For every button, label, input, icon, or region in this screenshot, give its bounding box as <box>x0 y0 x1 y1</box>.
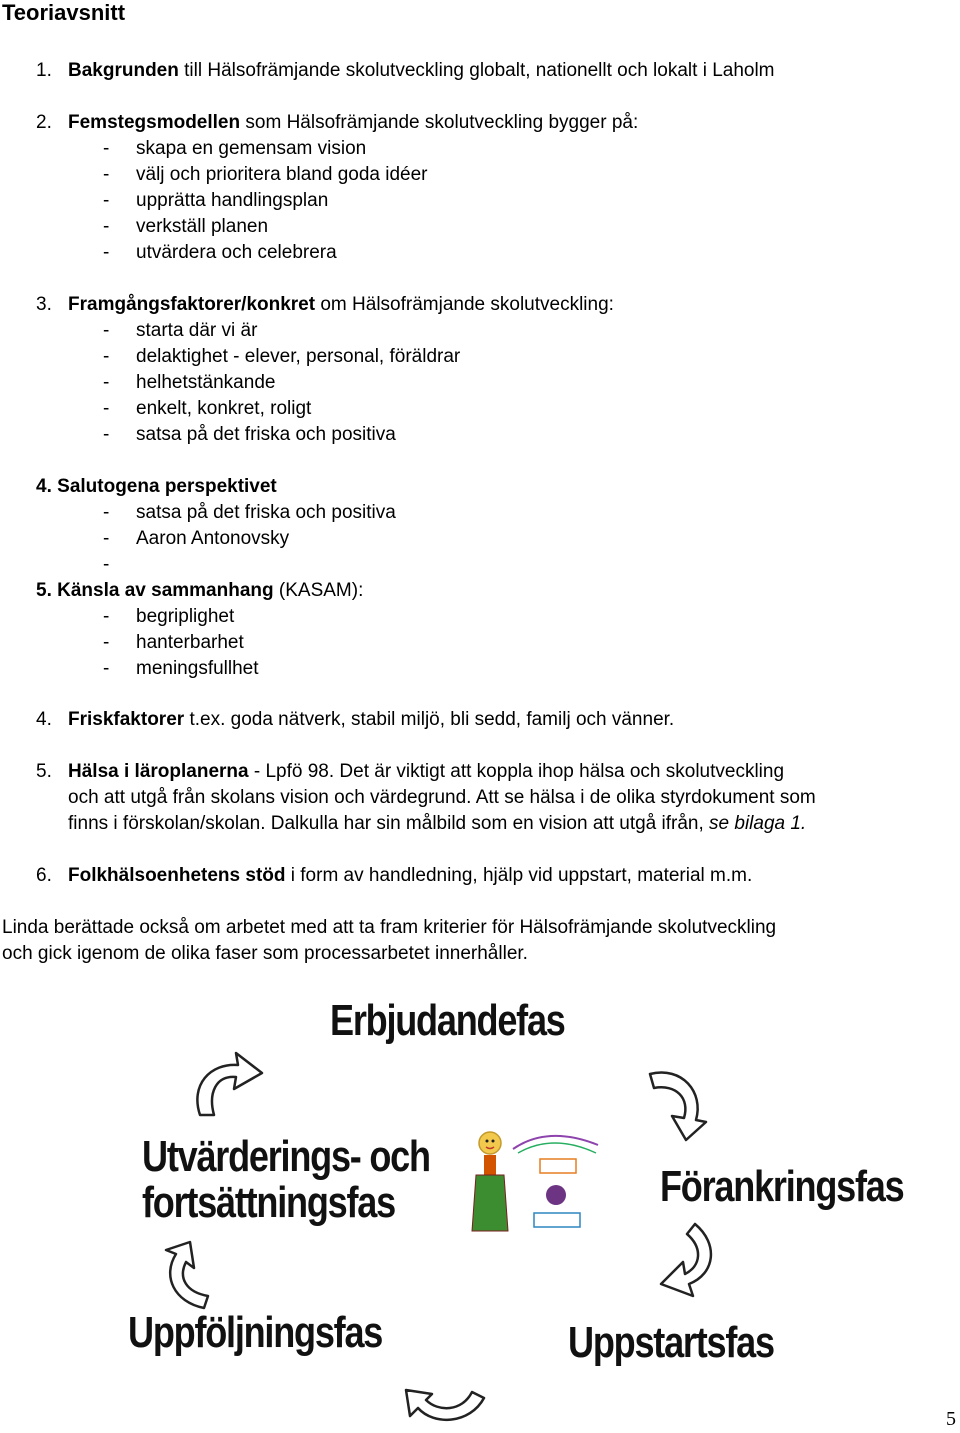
item-laroplan-text: Hälsa i läroplanerna - Lpfö 98. Det är viktigt att koppla ihop hälsa och skolutveckling <box>68 761 785 782</box>
item-laroplan-line-3: finns i förskolan/skolan. Dalkulla har sin målbild som en vision att utgå ifrån, se bilaga 1. <box>68 813 807 834</box>
phase-utvardering-line-2: fortsättningsfas <box>142 1178 395 1227</box>
halsoframjande-skola-logo <box>468 1125 618 1235</box>
list-dash: - <box>103 216 110 237</box>
item-2-text: Femstegsmodellen som Hälsofrämjande skolutveckling bygger på: <box>68 112 639 133</box>
list-dash: - <box>103 502 110 523</box>
list-dash: - <box>103 632 110 653</box>
list-dash: - <box>103 164 110 185</box>
list-item: verkställ planen <box>136 216 269 237</box>
curved-arrow-icon <box>655 1218 725 1300</box>
curved-arrow-icon <box>180 1045 270 1125</box>
item-4-heading: 4. Salutogena perspektivet <box>36 476 277 497</box>
paragraph-line-2: och gick igenom de olika faser som processarbetet innerhåller. <box>2 943 528 964</box>
page-number: 5 <box>946 1408 956 1430</box>
curved-arrow-icon <box>160 1240 220 1312</box>
list-dash: - <box>103 138 110 159</box>
curved-arrow-icon <box>400 1384 490 1428</box>
item-1-number: 1. <box>36 60 52 81</box>
list-dash: - <box>103 424 110 445</box>
list-dash: - <box>103 190 110 211</box>
item-friskfaktorer-text: Friskfaktorer t.ex. goda nätverk, stabil miljö, bli sedd, familj och vänner. <box>68 709 675 730</box>
page-title: Teoriavsnitt <box>2 0 126 25</box>
list-dash: - <box>103 372 110 393</box>
list-dash: - <box>103 346 110 367</box>
list-dash: - <box>103 320 110 341</box>
item-1-text: Bakgrunden till Hälsofrämjande skolutveckling globalt, nationellt och lokalt i Laholm <box>68 60 775 81</box>
list-dash: - <box>103 528 110 549</box>
item-3-text: Framgångsfaktorer/konkret om Hälsofrämjande skolutveckling: <box>68 294 614 315</box>
phase-utvardering <box>142 1134 430 1226</box>
item-friskfaktorer-number: 4. <box>36 709 52 730</box>
item-2-number: 2. <box>36 112 52 133</box>
list-item: upprätta handlingsplan <box>136 190 329 211</box>
paragraph-line-1: Linda berättade också om arbetet med att ta fram kriterier för Hälsofrämjande skolutveckling <box>2 917 777 938</box>
item-laroplan-number: 5. <box>36 761 52 782</box>
phase-uppfoljningsfas: Uppföljningsfas <box>128 1308 383 1357</box>
phase-erbjudandefas: Erbjudandefas <box>330 996 565 1045</box>
item-6-number: 6. <box>36 865 52 886</box>
curved-arrow-icon <box>642 1062 712 1142</box>
list-item: utvärdera och celebrera <box>136 242 337 263</box>
list-item: delaktighet - elever, personal, föräldrar <box>136 346 461 367</box>
list-item: satsa på det friska och positiva <box>136 502 396 523</box>
list-dash: - <box>103 658 110 679</box>
list-dash: - <box>103 606 110 627</box>
list-item: helhetstänkande <box>136 372 276 393</box>
list-item: satsa på det friska och positiva <box>136 424 396 445</box>
list-item: skapa en gemensam vision <box>136 138 367 159</box>
phase-forankringsfas: Förankringsfas <box>660 1162 904 1211</box>
item-laroplan-line-2: och att utgå från skolans vision och värdegrund. Att se hälsa i de olika styrdokument som <box>68 787 816 808</box>
list-item: Aaron Antonovsky <box>136 528 290 549</box>
list-dash: - <box>103 554 110 575</box>
list-dash: - <box>103 242 110 263</box>
phase-utvardering-line-1: Utvärderings- och <box>142 1132 430 1181</box>
list-item: enkelt, konkret, roligt <box>136 398 312 419</box>
phase-uppstartsfas: Uppstartsfas <box>568 1318 774 1367</box>
item-6-text: Folkhälsoenhetens stöd i form av handledning, hjälp vid uppstart, material m.m. <box>68 865 753 886</box>
list-dash: - <box>103 398 110 419</box>
list-item: starta där vi är <box>136 320 258 341</box>
list-item: välj och prioritera bland goda idéer <box>136 164 428 185</box>
item-5-heading: 5. Känsla av sammanhang (KASAM): <box>36 580 364 601</box>
list-item: hanterbarhet <box>136 632 244 653</box>
list-item: begriplighet <box>136 606 235 627</box>
item-3-number: 3. <box>36 294 52 315</box>
list-item: meningsfullhet <box>136 658 259 679</box>
